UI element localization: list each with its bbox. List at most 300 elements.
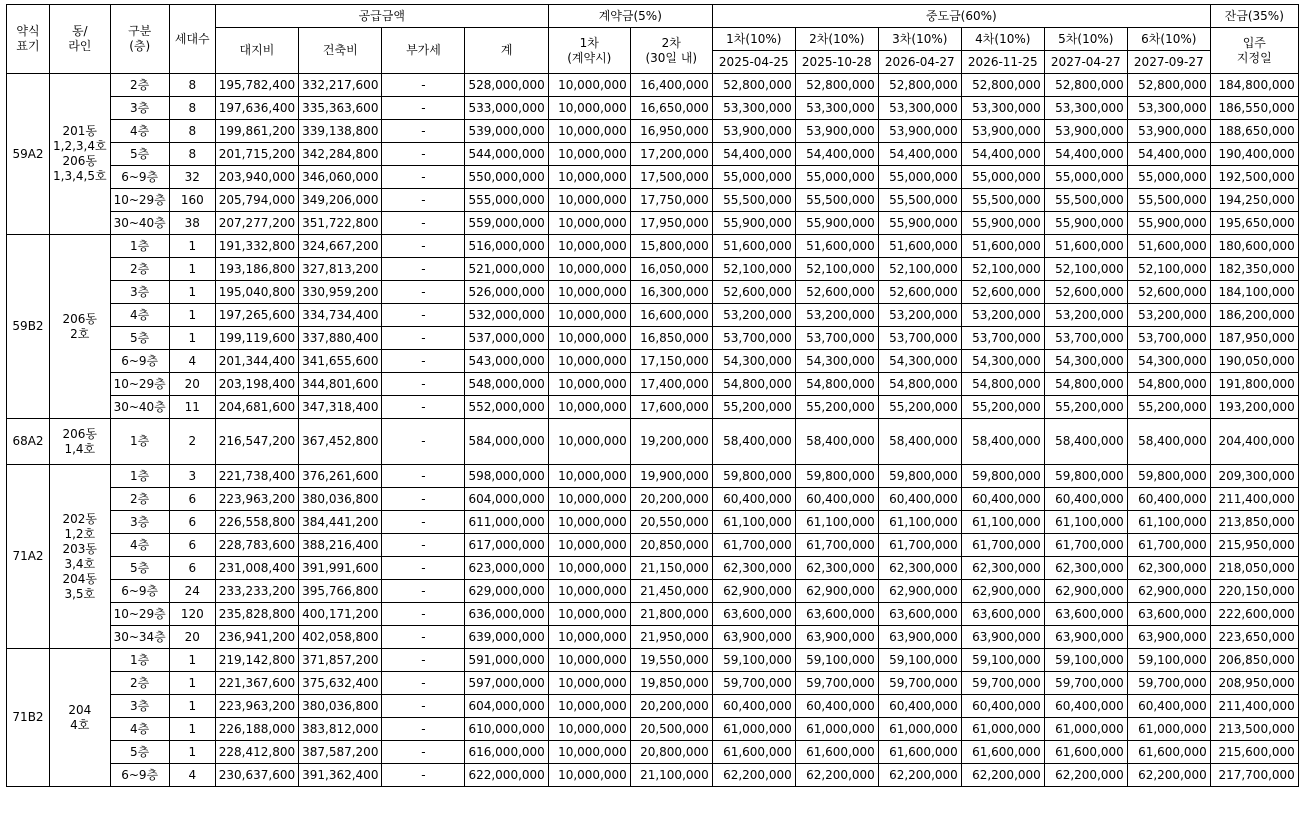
- interim-5-cell: 55,200,000: [1044, 396, 1127, 419]
- floor-cell: 2층: [110, 258, 169, 281]
- interim-6-cell: 53,700,000: [1127, 327, 1210, 350]
- dong-line-text: 4호: [70, 717, 90, 732]
- interim-4-cell: 52,800,000: [961, 74, 1044, 97]
- interim-6-cell: 62,300,000: [1127, 557, 1210, 580]
- building-cost-cell: 376,261,600: [299, 465, 382, 488]
- interim-1-cell: 52,600,000: [712, 281, 795, 304]
- building-cost-cell: 388,216,400: [299, 534, 382, 557]
- land-cost-cell: 221,367,600: [215, 672, 298, 695]
- balance-cell: 215,950,000: [1210, 534, 1298, 557]
- vat-cell: -: [382, 350, 465, 373]
- balance-cell: 206,850,000: [1210, 649, 1298, 672]
- vat-cell: -: [382, 580, 465, 603]
- table-row: [7, 603, 1299, 626]
- building-cost-cell: 346,060,000: [299, 166, 382, 189]
- land-cost-cell: 219,142,800: [215, 649, 298, 672]
- floor-cell: 3층: [110, 97, 169, 120]
- interim-6-cell: 55,500,000: [1127, 189, 1210, 212]
- total-cell: 597,000,000: [465, 672, 548, 695]
- dong-line-text: 1,4호: [64, 441, 96, 456]
- land-cost-cell: 199,861,200: [215, 120, 298, 143]
- floor-cell: 1층: [110, 419, 169, 465]
- interim-2-cell: 60,400,000: [795, 695, 878, 718]
- contract-2-cell: 16,950,000: [630, 120, 712, 143]
- total-cell: 598,000,000: [465, 465, 548, 488]
- interim-6-cell: 63,600,000: [1127, 603, 1210, 626]
- interim-5-cell: 51,600,000: [1044, 235, 1127, 258]
- interim-6-cell: 62,900,000: [1127, 580, 1210, 603]
- balance-cell: 223,650,000: [1210, 626, 1298, 649]
- building-cost-cell: 402,058,800: [299, 626, 382, 649]
- floor-cell: 2층: [110, 488, 169, 511]
- table-row: [7, 304, 1299, 327]
- interim-5-cell: 63,900,000: [1044, 626, 1127, 649]
- building-cost-cell: 387,587,200: [299, 741, 382, 764]
- header-interim-6-date: 2027-09-27: [1127, 51, 1210, 74]
- balance-cell: 180,600,000: [1210, 235, 1298, 258]
- interim-2-cell: 55,200,000: [795, 396, 878, 419]
- dong-line-text: 206동: [62, 426, 98, 441]
- balance-cell: 182,350,000: [1210, 258, 1298, 281]
- interim-3-cell: 63,900,000: [878, 626, 961, 649]
- land-cost-cell: 204,681,600: [215, 396, 298, 419]
- contract-1-cell: 10,000,000: [548, 695, 630, 718]
- interim-3-cell: 62,900,000: [878, 580, 961, 603]
- table-row: [7, 741, 1299, 764]
- table-row: [7, 718, 1299, 741]
- land-cost-cell: 201,344,400: [215, 350, 298, 373]
- contract-2-cell: 17,200,000: [630, 143, 712, 166]
- floor-cell: 4층: [110, 534, 169, 557]
- interim-4-cell: 61,600,000: [961, 741, 1044, 764]
- interim-2-cell: 62,900,000: [795, 580, 878, 603]
- header-balance-sub: [1210, 28, 1298, 74]
- building-cost-cell: 384,441,200: [299, 511, 382, 534]
- contract-2-cell: 17,950,000: [630, 212, 712, 235]
- units-cell: 1: [169, 281, 215, 304]
- interim-6-cell: 59,700,000: [1127, 672, 1210, 695]
- interim-5-cell: 60,400,000: [1044, 488, 1127, 511]
- contract-1-cell: 10,000,000: [548, 120, 630, 143]
- vat-cell: -: [382, 212, 465, 235]
- header-interim-3-label: 3차(10%): [878, 28, 961, 51]
- units-cell: 6: [169, 534, 215, 557]
- building-cost-cell: 380,036,800: [299, 695, 382, 718]
- units-cell: 1: [169, 258, 215, 281]
- building-cost-cell: 330,959,200: [299, 281, 382, 304]
- header-interim-2-date: 2025-10-28: [795, 51, 878, 74]
- interim-4-cell: 54,800,000: [961, 373, 1044, 396]
- land-cost-cell: 221,738,400: [215, 465, 298, 488]
- total-cell: 548,000,000: [465, 373, 548, 396]
- interim-1-cell: 54,300,000: [712, 350, 795, 373]
- floor-cell: 30~40층: [110, 396, 169, 419]
- contract-1-cell: 10,000,000: [548, 281, 630, 304]
- balance-cell: 213,850,000: [1210, 511, 1298, 534]
- header-contract-2: [630, 28, 712, 74]
- total-cell: 611,000,000: [465, 511, 548, 534]
- contract-1-cell: 10,000,000: [548, 396, 630, 419]
- contract-1-cell: 10,000,000: [548, 327, 630, 350]
- interim-5-cell: 55,900,000: [1044, 212, 1127, 235]
- interim-4-cell: 59,700,000: [961, 672, 1044, 695]
- units-cell: 11: [169, 396, 215, 419]
- interim-2-cell: 63,600,000: [795, 603, 878, 626]
- interim-3-cell: 51,600,000: [878, 235, 961, 258]
- contract-1-cell: 10,000,000: [548, 189, 630, 212]
- vat-cell: -: [382, 603, 465, 626]
- header-type-abbr-line2: 표기: [16, 39, 40, 53]
- table-row: [7, 235, 1299, 258]
- interim-2-cell: 52,100,000: [795, 258, 878, 281]
- interim-1-cell: 61,000,000: [712, 718, 795, 741]
- dong-line-text: 202동: [62, 511, 98, 526]
- table-row: [7, 373, 1299, 396]
- interim-5-cell: 62,900,000: [1044, 580, 1127, 603]
- contract-1-cell: 10,000,000: [548, 212, 630, 235]
- interim-2-cell: 60,400,000: [795, 488, 878, 511]
- header-floor-group-line1: 구분: [128, 24, 152, 38]
- units-cell: 3: [169, 465, 215, 488]
- interim-3-cell: 61,600,000: [878, 741, 961, 764]
- table-row: [7, 695, 1299, 718]
- interim-3-cell: 55,500,000: [878, 189, 961, 212]
- interim-1-cell: 61,700,000: [712, 534, 795, 557]
- land-cost-cell: 223,963,200: [215, 695, 298, 718]
- interim-4-cell: 61,700,000: [961, 534, 1044, 557]
- units-cell: 1: [169, 672, 215, 695]
- vat-cell: -: [382, 120, 465, 143]
- building-cost-cell: 375,632,400: [299, 672, 382, 695]
- header-supply-amount: 공급금액: [215, 5, 548, 28]
- interim-2-cell: 53,700,000: [795, 327, 878, 350]
- vat-cell: -: [382, 97, 465, 120]
- vat-cell: -: [382, 557, 465, 580]
- interim-3-cell: 58,400,000: [878, 419, 961, 465]
- dong-line-text: 204: [68, 702, 92, 717]
- contract-2-cell: 20,500,000: [630, 718, 712, 741]
- units-cell: 20: [169, 626, 215, 649]
- interim-5-cell: 61,000,000: [1044, 718, 1127, 741]
- header-contract-1-line1: 1차: [579, 35, 599, 50]
- units-cell: 1: [169, 327, 215, 350]
- total-cell: 629,000,000: [465, 580, 548, 603]
- contract-2-cell: 20,850,000: [630, 534, 712, 557]
- balance-cell: 188,650,000: [1210, 120, 1298, 143]
- building-cost-cell: 332,217,600: [299, 74, 382, 97]
- contract-2-cell: 20,200,000: [630, 695, 712, 718]
- interim-6-cell: 59,100,000: [1127, 649, 1210, 672]
- dong-line-cell: [50, 419, 111, 465]
- vat-cell: -: [382, 488, 465, 511]
- vat-cell: -: [382, 189, 465, 212]
- units-cell: 6: [169, 511, 215, 534]
- header-interim-5-date: 2027-04-27: [1044, 51, 1127, 74]
- vat-cell: -: [382, 166, 465, 189]
- table-row: [7, 74, 1299, 97]
- table-row: [7, 511, 1299, 534]
- interim-1-cell: 61,600,000: [712, 741, 795, 764]
- interim-1-cell: 58,400,000: [712, 419, 795, 465]
- balance-cell: 190,400,000: [1210, 143, 1298, 166]
- land-cost-cell: 195,782,400: [215, 74, 298, 97]
- interim-6-cell: 53,200,000: [1127, 304, 1210, 327]
- contract-2-cell: 16,300,000: [630, 281, 712, 304]
- header-interim-4-date: 2026-11-25: [961, 51, 1044, 74]
- dong-line-text: 204동: [62, 571, 98, 586]
- floor-cell: 5층: [110, 557, 169, 580]
- vat-cell: -: [382, 465, 465, 488]
- interim-5-cell: 62,300,000: [1044, 557, 1127, 580]
- total-cell: 552,000,000: [465, 396, 548, 419]
- units-cell: 8: [169, 97, 215, 120]
- interim-5-cell: 59,800,000: [1044, 465, 1127, 488]
- contract-2-cell: 21,800,000: [630, 603, 712, 626]
- interim-6-cell: 55,200,000: [1127, 396, 1210, 419]
- table-row: [7, 419, 1299, 465]
- table-row: [7, 557, 1299, 580]
- building-cost-cell: 395,766,800: [299, 580, 382, 603]
- contract-2-cell: 20,800,000: [630, 741, 712, 764]
- vat-cell: -: [382, 258, 465, 281]
- interim-4-cell: 55,200,000: [961, 396, 1044, 419]
- interim-1-cell: 63,900,000: [712, 626, 795, 649]
- building-cost-cell: 367,452,800: [299, 419, 382, 465]
- total-cell: 639,000,000: [465, 626, 548, 649]
- balance-cell: 184,100,000: [1210, 281, 1298, 304]
- balance-cell: 194,250,000: [1210, 189, 1298, 212]
- total-cell: 610,000,000: [465, 718, 548, 741]
- vat-cell: -: [382, 764, 465, 787]
- interim-6-cell: 63,900,000: [1127, 626, 1210, 649]
- total-cell: 623,000,000: [465, 557, 548, 580]
- header-dong-line: [50, 5, 111, 74]
- balance-cell: 204,400,000: [1210, 419, 1298, 465]
- interim-4-cell: 59,100,000: [961, 649, 1044, 672]
- interim-6-cell: 54,800,000: [1127, 373, 1210, 396]
- units-cell: 32: [169, 166, 215, 189]
- units-cell: 8: [169, 74, 215, 97]
- interim-5-cell: 54,800,000: [1044, 373, 1127, 396]
- land-cost-cell: 203,940,000: [215, 166, 298, 189]
- contract-2-cell: 17,750,000: [630, 189, 712, 212]
- contract-2-cell: 16,400,000: [630, 74, 712, 97]
- interim-5-cell: 53,700,000: [1044, 327, 1127, 350]
- interim-5-cell: 61,700,000: [1044, 534, 1127, 557]
- floor-cell: 10~29층: [110, 189, 169, 212]
- balance-cell: 186,550,000: [1210, 97, 1298, 120]
- total-cell: 616,000,000: [465, 741, 548, 764]
- contract-1-cell: 10,000,000: [548, 143, 630, 166]
- table-row: [7, 189, 1299, 212]
- units-cell: 6: [169, 488, 215, 511]
- floor-cell: 5층: [110, 327, 169, 350]
- units-cell: 4: [169, 764, 215, 787]
- interim-1-cell: 53,300,000: [712, 97, 795, 120]
- interim-3-cell: 53,900,000: [878, 120, 961, 143]
- header-vat: 부가세: [382, 28, 465, 74]
- dong-line-text: 203동: [62, 541, 98, 556]
- floor-cell: 6~9층: [110, 350, 169, 373]
- land-cost-cell: 197,265,600: [215, 304, 298, 327]
- dong-line-text: 3,4호: [64, 556, 96, 571]
- interim-2-cell: 54,300,000: [795, 350, 878, 373]
- interim-3-cell: 54,400,000: [878, 143, 961, 166]
- contract-1-cell: 10,000,000: [548, 465, 630, 488]
- total-cell: 528,000,000: [465, 74, 548, 97]
- vat-cell: -: [382, 695, 465, 718]
- interim-2-cell: 61,000,000: [795, 718, 878, 741]
- contract-1-cell: 10,000,000: [548, 672, 630, 695]
- interim-5-cell: 55,500,000: [1044, 189, 1127, 212]
- interim-5-cell: 61,100,000: [1044, 511, 1127, 534]
- floor-cell: 5층: [110, 143, 169, 166]
- contract-1-cell: 10,000,000: [548, 580, 630, 603]
- land-cost-cell: 230,637,600: [215, 764, 298, 787]
- interim-4-cell: 60,400,000: [961, 695, 1044, 718]
- land-cost-cell: 195,040,800: [215, 281, 298, 304]
- vat-cell: -: [382, 281, 465, 304]
- contract-1-cell: 10,000,000: [548, 557, 630, 580]
- interim-6-cell: 59,800,000: [1127, 465, 1210, 488]
- contract-2-cell: 17,600,000: [630, 396, 712, 419]
- interim-1-cell: 59,800,000: [712, 465, 795, 488]
- building-cost-cell: 324,667,200: [299, 235, 382, 258]
- interim-6-cell: 55,900,000: [1127, 212, 1210, 235]
- dong-line-text: 206동: [62, 311, 98, 326]
- balance-cell: 208,950,000: [1210, 672, 1298, 695]
- interim-2-cell: 52,600,000: [795, 281, 878, 304]
- contract-2-cell: 19,850,000: [630, 672, 712, 695]
- floor-cell: 6~9층: [110, 166, 169, 189]
- vat-cell: -: [382, 304, 465, 327]
- total-cell: 622,000,000: [465, 764, 548, 787]
- interim-1-cell: 61,100,000: [712, 511, 795, 534]
- interim-1-cell: 51,600,000: [712, 235, 795, 258]
- interim-4-cell: 55,500,000: [961, 189, 1044, 212]
- header-interim-4-label: 4차(10%): [961, 28, 1044, 51]
- header-contract-1: [548, 28, 630, 74]
- interim-3-cell: 59,800,000: [878, 465, 961, 488]
- units-cell: 8: [169, 143, 215, 166]
- contract-2-cell: 15,800,000: [630, 235, 712, 258]
- interim-4-cell: 53,900,000: [961, 120, 1044, 143]
- land-cost-cell: 236,941,200: [215, 626, 298, 649]
- header-contract-2-line1: 2차: [661, 35, 681, 50]
- units-cell: 120: [169, 603, 215, 626]
- vat-cell: -: [382, 419, 465, 465]
- floor-cell: 3층: [110, 695, 169, 718]
- contract-1-cell: 10,000,000: [548, 74, 630, 97]
- interim-3-cell: 60,400,000: [878, 488, 961, 511]
- interim-1-cell: 59,700,000: [712, 672, 795, 695]
- interim-3-cell: 55,900,000: [878, 212, 961, 235]
- building-cost-cell: 327,813,200: [299, 258, 382, 281]
- header-dong-line-line2: 라인: [68, 39, 92, 53]
- contract-1-cell: 10,000,000: [548, 534, 630, 557]
- contract-2-cell: 21,150,000: [630, 557, 712, 580]
- interim-2-cell: 63,900,000: [795, 626, 878, 649]
- interim-2-cell: 53,200,000: [795, 304, 878, 327]
- contract-1-cell: 10,000,000: [548, 166, 630, 189]
- dong-line-text: 1,2호: [64, 526, 96, 541]
- vat-cell: -: [382, 672, 465, 695]
- interim-3-cell: 59,700,000: [878, 672, 961, 695]
- units-cell: 1: [169, 718, 215, 741]
- interim-3-cell: 54,800,000: [878, 373, 961, 396]
- table-row: [7, 143, 1299, 166]
- interim-5-cell: 55,000,000: [1044, 166, 1127, 189]
- building-cost-cell: 341,655,600: [299, 350, 382, 373]
- interim-1-cell: 60,400,000: [712, 488, 795, 511]
- table-row: [7, 327, 1299, 350]
- interim-1-cell: 53,200,000: [712, 304, 795, 327]
- contract-2-cell: 20,550,000: [630, 511, 712, 534]
- interim-5-cell: 53,300,000: [1044, 97, 1127, 120]
- interim-6-cell: 61,700,000: [1127, 534, 1210, 557]
- balance-cell: 186,200,000: [1210, 304, 1298, 327]
- total-cell: 516,000,000: [465, 235, 548, 258]
- table-row: [7, 258, 1299, 281]
- interim-3-cell: 62,300,000: [878, 557, 961, 580]
- interim-2-cell: 59,100,000: [795, 649, 878, 672]
- building-cost-cell: 349,206,000: [299, 189, 382, 212]
- interim-5-cell: 52,600,000: [1044, 281, 1127, 304]
- units-cell: 1: [169, 741, 215, 764]
- land-cost-cell: 201,715,200: [215, 143, 298, 166]
- contract-2-cell: 17,400,000: [630, 373, 712, 396]
- total-cell: 555,000,000: [465, 189, 548, 212]
- balance-cell: 217,700,000: [1210, 764, 1298, 787]
- contract-2-cell: 17,500,000: [630, 166, 712, 189]
- interim-1-cell: 54,800,000: [712, 373, 795, 396]
- balance-cell: 195,650,000: [1210, 212, 1298, 235]
- interim-1-cell: 55,200,000: [712, 396, 795, 419]
- interim-3-cell: 61,700,000: [878, 534, 961, 557]
- interim-6-cell: 54,300,000: [1127, 350, 1210, 373]
- interim-2-cell: 53,900,000: [795, 120, 878, 143]
- floor-cell: 1층: [110, 649, 169, 672]
- contract-2-cell: 21,950,000: [630, 626, 712, 649]
- interim-6-cell: 62,200,000: [1127, 764, 1210, 787]
- floor-cell: 30~34층: [110, 626, 169, 649]
- interim-1-cell: 62,300,000: [712, 557, 795, 580]
- vat-cell: -: [382, 741, 465, 764]
- land-cost-cell: 226,558,800: [215, 511, 298, 534]
- vat-cell: -: [382, 626, 465, 649]
- floor-cell: 10~29층: [110, 603, 169, 626]
- header-floor-group-line2: (층): [129, 39, 151, 53]
- floor-cell: 5층: [110, 741, 169, 764]
- header-land-cost: 대지비: [215, 28, 298, 74]
- interim-4-cell: 61,100,000: [961, 511, 1044, 534]
- interim-4-cell: 54,400,000: [961, 143, 1044, 166]
- interim-2-cell: 55,900,000: [795, 212, 878, 235]
- interim-3-cell: 54,300,000: [878, 350, 961, 373]
- building-cost-cell: 335,363,600: [299, 97, 382, 120]
- vat-cell: -: [382, 143, 465, 166]
- land-cost-cell: 216,547,200: [215, 419, 298, 465]
- total-cell: 584,000,000: [465, 419, 548, 465]
- balance-cell: 218,050,000: [1210, 557, 1298, 580]
- header-floor-group: [110, 5, 169, 74]
- interim-6-cell: 60,400,000: [1127, 488, 1210, 511]
- dong-line-cell: [50, 235, 111, 419]
- interim-5-cell: 54,300,000: [1044, 350, 1127, 373]
- table-row: [7, 465, 1299, 488]
- contract-2-cell: 21,450,000: [630, 580, 712, 603]
- dong-line-text: 201동: [62, 124, 98, 138]
